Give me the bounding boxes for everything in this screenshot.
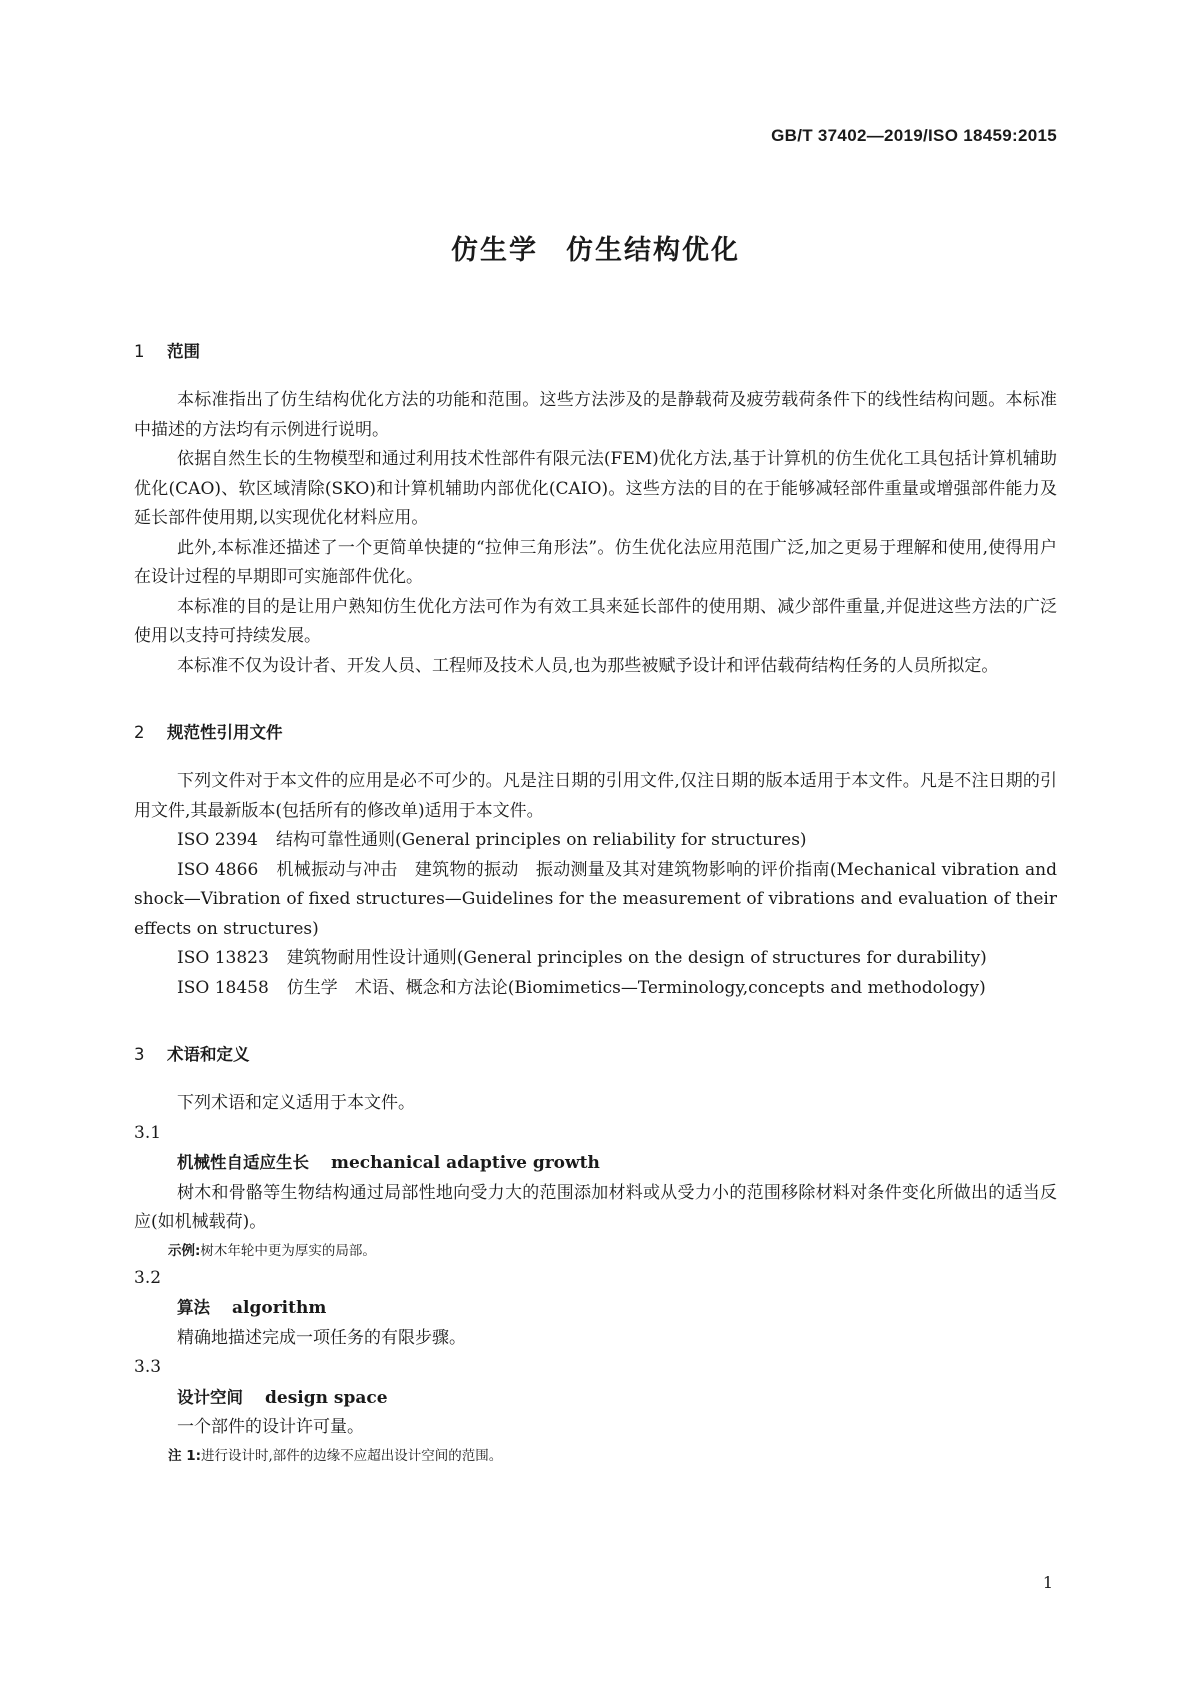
section-3-heading	[134, 1041, 1057, 1069]
term-definition: 树木和骨骼等生物结构通过局部性地向受力大的范围添加材料或从受力小的范围移除材料对条件变化所做出的适当反应(如机械载荷)。	[134, 1182, 1057, 1232]
term-definition: 精确地描述完成一项任务的有限步骤。	[177, 1327, 466, 1348]
term-note	[134, 1443, 1057, 1469]
title-part-2: 仿生结构优化	[566, 235, 740, 266]
normative-reference	[134, 826, 1057, 856]
reference-code: ISO 2394	[177, 830, 258, 850]
document-body	[134, 338, 1057, 1469]
note-label: 注 1:	[168, 1447, 201, 1464]
section-title: 术语和定义	[167, 1045, 250, 1064]
paragraph: 依据自然生长的生物模型和通过利用技术性部件有限元法(FEM)优化方法,基于计算机的仿生优化工具包括计算机辅助优化(CAO)、软区域清除(SKO)和计算机辅助内部优化(CAIO)。这些方法的目的在于能够减轻部件重量或增强部件能力及延长部件使用期,以实现优化材料应用。	[134, 449, 1057, 528]
reference-title: 机械振动与冲击 建筑物的振动 振动测量及其对建筑物影响的评价指南(Mechanical vibration and shock—Vibration of fixed structures—Guidelines for the measurement of vibrations and evaluation of their effects on structures)	[134, 859, 1058, 939]
reference-title: 结构可靠性通则(General principles on reliability for structures)	[275, 830, 807, 850]
term-entry	[134, 1293, 1057, 1324]
term-zh: 机械性自适应生长	[177, 1153, 309, 1172]
term-number: 3.2	[134, 1267, 162, 1288]
section-number: 1	[134, 342, 145, 361]
reference-title: 仿生学 术语、概念和方法论(Biomimetics—Terminology,concepts and methodology)	[286, 977, 986, 998]
paragraph: 下列术语和定义适用于本文件。	[177, 1093, 415, 1113]
term-number: 3.3	[134, 1357, 162, 1377]
reference-title: 建筑物耐用性设计通则(General principles on the design of structures for durability)	[286, 948, 987, 968]
paragraph: 本标准的目的是让用户熟知仿生优化方法可作为有效工具来延长部件的使用期、减少部件重量,并促进这些方法的广泛使用以支持可持续发展。	[134, 596, 1057, 646]
term-zh: 算法	[177, 1298, 210, 1317]
term-entry	[134, 1383, 1057, 1414]
term-en: mechanical adaptive growth	[331, 1153, 600, 1173]
term-en: algorithm	[232, 1298, 327, 1318]
paragraph: 此外,本标准还描述了一个更简单快捷的“拉伸三角形法”。仿生优化法应用范围广泛,加之更易于理解和使用,使得用户在设计过程的早期即可实施部件优化。	[134, 537, 1057, 587]
section-title: 范围	[167, 342, 200, 361]
reference-code: ISO 13823	[177, 948, 269, 968]
term-zh: 设计空间	[177, 1387, 243, 1407]
normative-reference	[134, 856, 1057, 945]
page-number: 1	[1042, 1573, 1053, 1592]
term-definition: 一个部件的设计许可量。	[177, 1417, 364, 1437]
section-number: 3	[134, 1045, 145, 1064]
standard-number: GB/T 37402—2019/ISO 18459:2015	[771, 126, 1057, 145]
term-number: 3.1	[134, 1122, 162, 1143]
paragraph: 本标准指出了仿生结构优化方法的功能和范围。这些方法涉及的是静载荷及疲劳载荷条件下的线性结构问题。本标准中描述的方法均有示例进行说明。	[134, 390, 1057, 440]
section-1-heading	[134, 338, 1057, 366]
reference-code: ISO 18458	[177, 977, 269, 998]
reference-code: ISO 4866	[177, 859, 259, 880]
section-number: 2	[134, 723, 145, 742]
title-part-1: 仿生学	[451, 235, 538, 266]
note-text: 进行设计时,部件的边缘不应超出设计空间的范围。	[201, 1447, 503, 1464]
normative-reference	[134, 944, 1057, 974]
term-example	[134, 1238, 1057, 1264]
document-title	[0, 228, 1191, 267]
section-title: 规范性引用文件	[167, 723, 283, 742]
note-text: 树木年轮中更为厚实的局部。	[200, 1242, 376, 1259]
term-en: design space	[265, 1387, 388, 1408]
section-2-heading	[134, 719, 1057, 747]
normative-reference	[134, 974, 1057, 1004]
note-label: 示例:	[168, 1242, 201, 1259]
paragraph: 本标准不仅为设计者、开发人员、工程师及技术人员,也为那些被赋予设计和评估载荷结构任务的人员所拟定。	[177, 655, 999, 676]
term-entry	[134, 1148, 1057, 1179]
paragraph: 下列文件对于本文件的应用是必不可少的。凡是注日期的引用文件,仅注日期的版本适用于本文件。凡是不注日期的引用文件,其最新版本(包括所有的修改单)适用于本文件。	[134, 771, 1057, 821]
